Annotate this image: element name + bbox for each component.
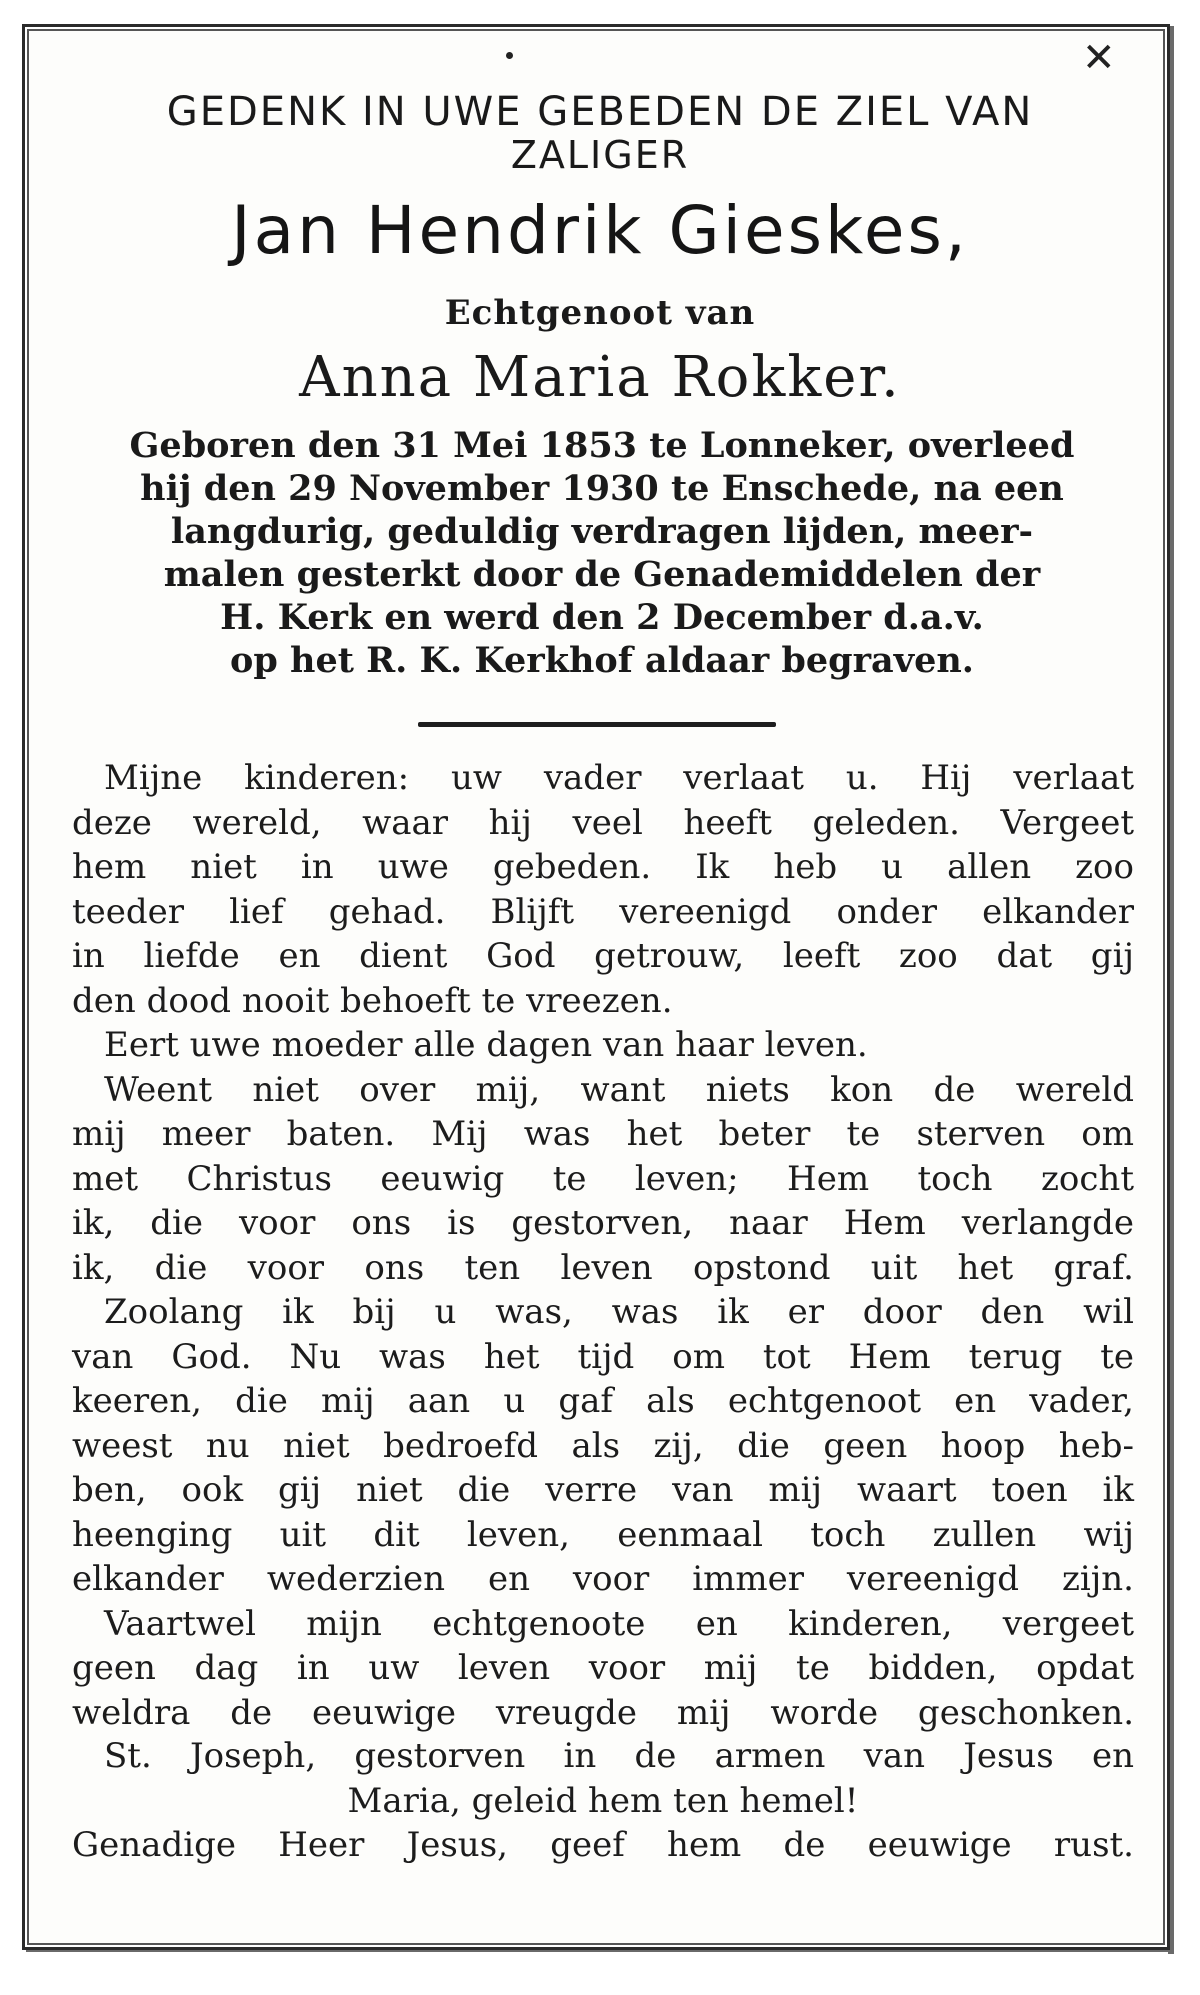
message-line: ik, die voor ons ten leven opstond uit het graf. xyxy=(72,1247,1134,1288)
message-line: teeder lief gehad. Blijft vereenigd onder elkander xyxy=(72,891,1134,932)
biography-line: op het R. K. Kerkhof aldaar begraven. xyxy=(230,640,974,681)
prayer-line: St. Joseph, gestorven in de armen van Jesus en xyxy=(104,1736,1134,1776)
message-line: ik, die voor ons is gestorven, naar Hem verlangde xyxy=(72,1203,1134,1243)
message-line: deze wereld, waar hij veel heeft geleden. Vergeet xyxy=(72,802,1134,843)
message-line: Zoolang ik bij u was, was ik er door den wil xyxy=(104,1292,1134,1332)
header-line-1: GEDENK IN UWE GEBEDEN DE ZIEL VAN xyxy=(166,89,1034,135)
message-line: elkander wederzien en voor immer vereenigd zijn. xyxy=(72,1559,1134,1599)
biography-line: Geboren den 31 Mei 1853 te Lonneker, overleed xyxy=(129,425,1075,466)
message-line: keeren, die mij aan u gaf als echtgenoot en vader, xyxy=(72,1381,1134,1421)
farewell-message xyxy=(72,756,1134,1735)
biography xyxy=(72,424,1132,682)
deceased-name: Jan Hendrik Gieskes, xyxy=(231,192,969,269)
message-line: den dood nooit behoeft te vreezen. xyxy=(72,980,673,1021)
spouse-name: Anna Maria Rokker. xyxy=(299,345,901,410)
ink-dot xyxy=(506,52,513,59)
message-line: geen dag in uw leven voor mij te bidden, opdat xyxy=(72,1648,1134,1688)
message-line: weldra de eeuwige vreugde mij worde geschonken. xyxy=(72,1692,1134,1733)
header-line-2: ZALIGER xyxy=(510,133,690,177)
divider-rule xyxy=(418,722,776,727)
prayer-line: Genadige Heer Jesus, geef hem de eeuwige rust. xyxy=(72,1825,1134,1865)
biography-line: hij den 29 November 1930 te Enschede, na een xyxy=(140,468,1064,509)
cross-mark-icon: ✕ xyxy=(1082,35,1116,81)
message-line: met Christus eeuwig te leven; Hem toch zocht xyxy=(72,1158,1134,1199)
closing-prayer xyxy=(72,1734,1134,1868)
biography-line: langdurig, geduldig verdragen lijden, meer- xyxy=(170,511,1034,552)
spouse-intro: Echtgenoot van xyxy=(444,293,756,333)
biography-line: malen gesterkt door de Genademiddelen der xyxy=(163,554,1041,595)
message-line: mij meer baten. Mij was het beter te sterven om xyxy=(72,1114,1134,1154)
message-line: Mijne kinderen: uw vader verlaat u. Hij verlaat xyxy=(104,758,1134,798)
message-line: heenging uit dit leven, eenmaal toch zullen wij xyxy=(72,1514,1134,1555)
message-line: weest nu niet bedroefd als zij, die geen hoop heb- xyxy=(72,1425,1134,1466)
message-line: Vaartwel mijn echtgenoote en kinderen, vergeet xyxy=(104,1603,1134,1644)
biography-line: H. Kerk en werd den 2 December d.a.v. xyxy=(220,597,984,638)
prayer-line: Maria, geleid hem ten hemel! xyxy=(347,1780,859,1821)
message-line: ben, ook gij niet die verre van mij waart toen ik xyxy=(72,1470,1134,1510)
message-line: in liefde en dient God getrouw, leeft zoo dat gij xyxy=(72,936,1134,976)
message-line: hem niet in uwe gebeden. Ik heb u allen zoo xyxy=(72,847,1134,887)
message-line: van God. Nu was het tijd om tot Hem terug te xyxy=(72,1336,1134,1377)
message-line: Weent niet over mij, want niets kon de wereld xyxy=(104,1069,1134,1110)
message-line: Eert uwe moeder alle dagen van haar leven. xyxy=(104,1025,868,1065)
